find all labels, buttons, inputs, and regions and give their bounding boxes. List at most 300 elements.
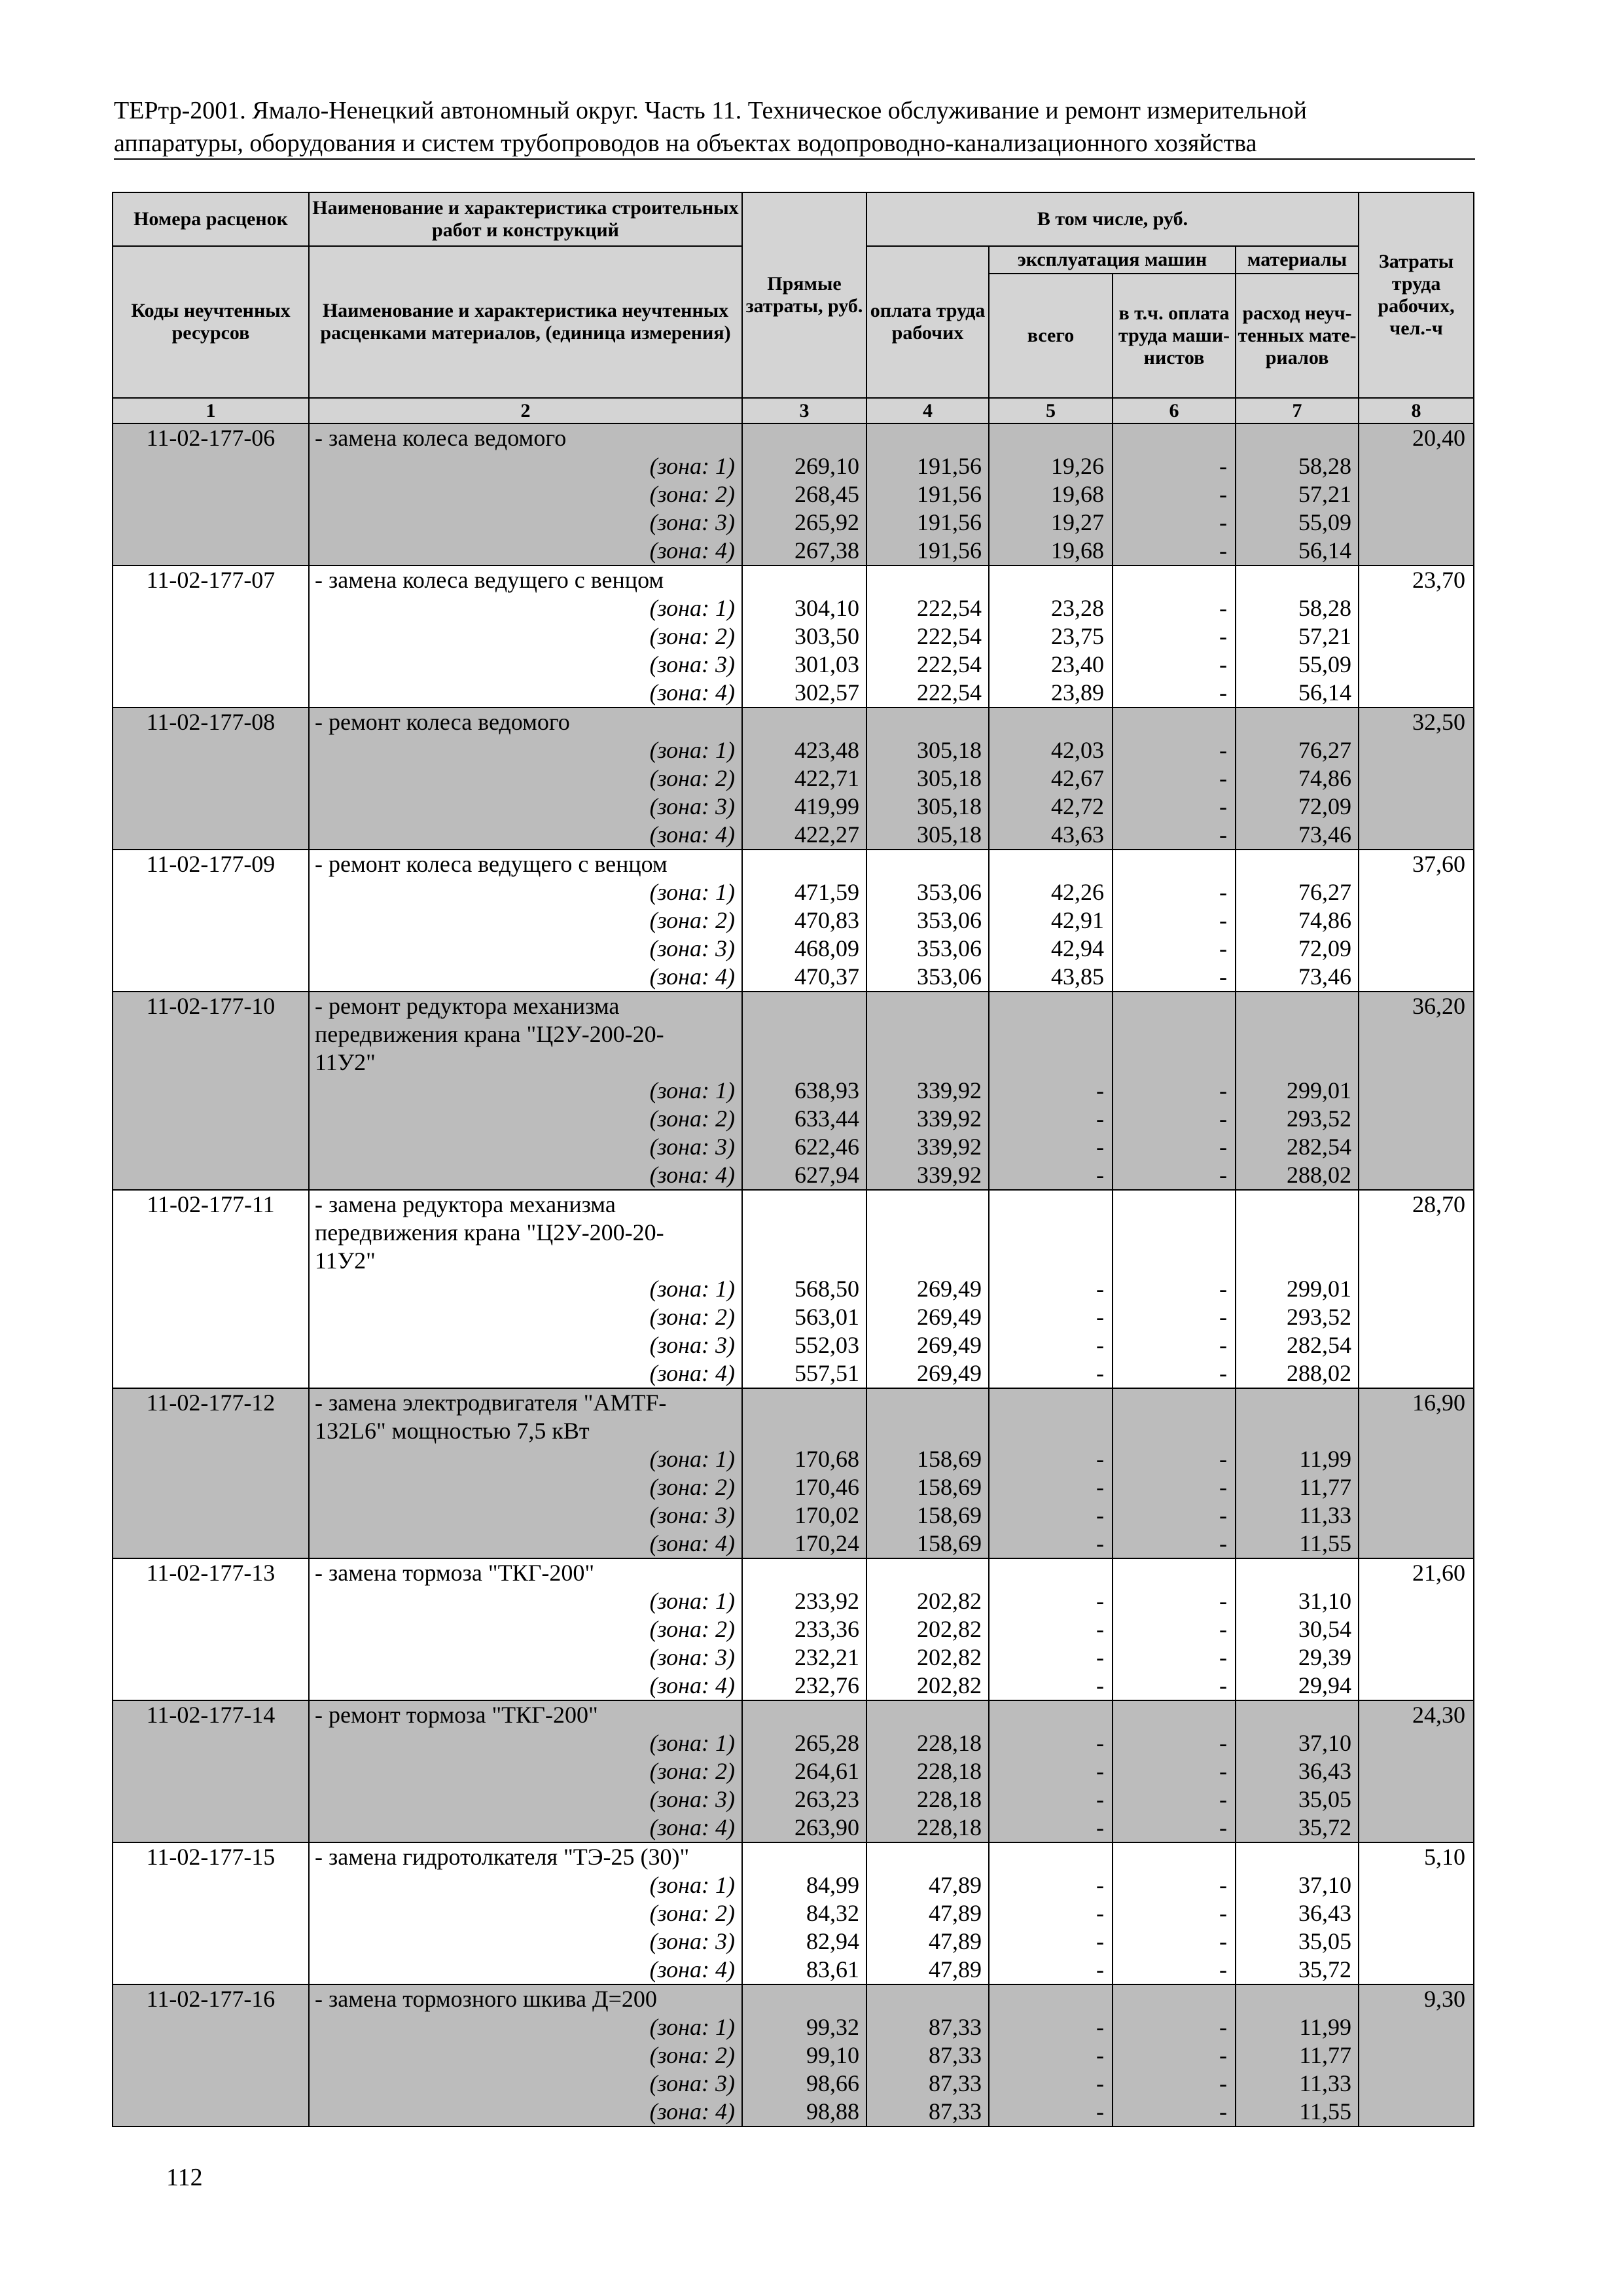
wage-cost bbox=[866, 1190, 989, 1219]
machines-cost bbox=[989, 1247, 1113, 1275]
machinist-wage: - bbox=[1113, 1105, 1236, 1133]
machines-cost: 19,27 bbox=[989, 509, 1113, 537]
wage-cost: 305,18 bbox=[866, 736, 989, 764]
labor-cost bbox=[1359, 1928, 1474, 1956]
machinist-wage: - bbox=[1113, 480, 1236, 509]
direct-cost bbox=[742, 565, 866, 594]
table-row bbox=[113, 1417, 1474, 1445]
labor-cost bbox=[1359, 1417, 1474, 1445]
direct-cost: 470,37 bbox=[742, 963, 866, 992]
rate-code bbox=[113, 2041, 309, 2070]
col-incl-header: В том числе, руб. bbox=[866, 192, 1359, 246]
wage-cost bbox=[866, 708, 989, 736]
wage-cost bbox=[866, 850, 989, 878]
work-name: - ремонт редуктора механизма bbox=[309, 992, 742, 1020]
direct-cost: 267,38 bbox=[742, 537, 866, 565]
machinist-wage: - bbox=[1113, 594, 1236, 622]
zone-label: (зона: 3) bbox=[309, 935, 742, 963]
machines-cost: - bbox=[989, 1899, 1113, 1928]
rate-code bbox=[113, 1049, 309, 1077]
zone-label: (зона: 4) bbox=[309, 821, 742, 850]
direct-cost: 422,27 bbox=[742, 821, 866, 850]
materials-cost bbox=[1236, 708, 1359, 736]
direct-cost: 303,50 bbox=[742, 622, 866, 651]
table-row bbox=[113, 1020, 1474, 1049]
machinist-wage: - bbox=[1113, 793, 1236, 821]
table-row bbox=[113, 1049, 1474, 1077]
machines-cost: 23,40 bbox=[989, 651, 1113, 679]
work-name: - ремонт колеса ведущего с венцом bbox=[309, 850, 742, 878]
machinist-wage: - bbox=[1113, 452, 1236, 480]
machines-cost: 43,85 bbox=[989, 963, 1113, 992]
rate-code: 11-02-177-14 bbox=[113, 1700, 309, 1729]
direct-cost: 422,71 bbox=[742, 764, 866, 793]
materials-cost: 74,86 bbox=[1236, 906, 1359, 935]
zone-label: (зона: 4) bbox=[309, 1161, 742, 1190]
wage-cost: 191,56 bbox=[866, 452, 989, 480]
rate-code bbox=[113, 1615, 309, 1643]
direct-cost: 268,45 bbox=[742, 480, 866, 509]
machinist-wage: - bbox=[1113, 1445, 1236, 1473]
direct-cost bbox=[742, 1700, 866, 1729]
materials-cost: 55,09 bbox=[1236, 509, 1359, 537]
labor-cost: 21,60 bbox=[1359, 1558, 1474, 1587]
labor-cost: 9,30 bbox=[1359, 1984, 1474, 2013]
labor-cost bbox=[1359, 480, 1474, 509]
zone-label: (зона: 3) bbox=[309, 509, 742, 537]
wage-cost: 202,82 bbox=[866, 1615, 989, 1643]
machinist-wage bbox=[1113, 1190, 1236, 1219]
wage-cost bbox=[866, 1984, 989, 2013]
machines-cost: 19,68 bbox=[989, 537, 1113, 565]
rate-code bbox=[113, 1077, 309, 1105]
rate-code bbox=[113, 1359, 309, 1388]
zone-label: (зона: 2) bbox=[309, 764, 742, 793]
wage-cost: 191,56 bbox=[866, 537, 989, 565]
machines-cost: 42,72 bbox=[989, 793, 1113, 821]
machinist-wage: - bbox=[1113, 935, 1236, 963]
rate-code bbox=[113, 1530, 309, 1558]
materials-cost: 37,10 bbox=[1236, 1871, 1359, 1899]
materials-cost bbox=[1236, 1984, 1359, 2013]
rate-code: 11-02-177-11 bbox=[113, 1190, 309, 1219]
table-row bbox=[113, 679, 1474, 708]
materials-cost: 56,14 bbox=[1236, 679, 1359, 708]
wage-cost: 202,82 bbox=[866, 1672, 989, 1700]
rate-code: 11-02-177-15 bbox=[113, 1842, 309, 1871]
machinist-wage: - bbox=[1113, 1359, 1236, 1388]
direct-cost: 263,23 bbox=[742, 1785, 866, 1814]
machines-cost: - bbox=[989, 2070, 1113, 2098]
zone-label: (зона: 4) bbox=[309, 1359, 742, 1388]
direct-cost: 98,88 bbox=[742, 2098, 866, 2126]
zone-label: (зона: 2) bbox=[309, 1105, 742, 1133]
machinist-wage: - bbox=[1113, 1871, 1236, 1899]
machinist-wage: - bbox=[1113, 1501, 1236, 1530]
wage-cost: 305,18 bbox=[866, 793, 989, 821]
machinist-wage: - bbox=[1113, 1303, 1236, 1331]
machinist-wage bbox=[1113, 992, 1236, 1020]
work-name: - замена колеса ведомого bbox=[309, 423, 742, 452]
direct-cost bbox=[742, 850, 866, 878]
machines-cost: - bbox=[989, 1077, 1113, 1105]
page-number: 112 bbox=[166, 2164, 203, 2191]
wage-cost: 353,06 bbox=[866, 963, 989, 992]
table-row bbox=[113, 821, 1474, 850]
direct-cost: 423,48 bbox=[742, 736, 866, 764]
materials-cost: 29,39 bbox=[1236, 1643, 1359, 1672]
machines-cost: - bbox=[989, 1757, 1113, 1785]
labor-cost: 5,10 bbox=[1359, 1842, 1474, 1871]
machinist-wage: - bbox=[1113, 764, 1236, 793]
machines-cost: - bbox=[989, 1105, 1113, 1133]
wage-cost bbox=[866, 1558, 989, 1587]
rate-code bbox=[113, 1956, 309, 1984]
materials-cost: 35,72 bbox=[1236, 1956, 1359, 1984]
table-row bbox=[113, 1359, 1474, 1388]
table-row bbox=[113, 1331, 1474, 1359]
table-row bbox=[113, 1757, 1474, 1785]
wage-cost bbox=[866, 992, 989, 1020]
table-row bbox=[113, 1275, 1474, 1303]
zone-label: (зона: 1) bbox=[309, 1871, 742, 1899]
machinist-wage: - bbox=[1113, 1275, 1236, 1303]
machinist-wage: - bbox=[1113, 1161, 1236, 1190]
table-row bbox=[113, 452, 1474, 480]
machinist-wage bbox=[1113, 423, 1236, 452]
zone-label: (зона: 1) bbox=[309, 2013, 742, 2041]
labor-cost bbox=[1359, 1219, 1474, 1247]
wage-cost: 305,18 bbox=[866, 821, 989, 850]
machinist-wage: - bbox=[1113, 1643, 1236, 1672]
direct-cost: 98,66 bbox=[742, 2070, 866, 2098]
col-codes-header: Номера расценок bbox=[113, 192, 309, 246]
table-row bbox=[113, 1501, 1474, 1530]
rate-code bbox=[113, 1587, 309, 1615]
zone-label: (зона: 4) bbox=[309, 1814, 742, 1842]
wage-cost: 47,89 bbox=[866, 1871, 989, 1899]
materials-cost bbox=[1236, 1558, 1359, 1587]
wage-cost bbox=[866, 1020, 989, 1049]
machines-cost bbox=[989, 708, 1113, 736]
direct-cost: 265,28 bbox=[742, 1729, 866, 1757]
rate-code bbox=[113, 878, 309, 906]
materials-cost: 72,09 bbox=[1236, 935, 1359, 963]
zone-label: (зона: 2) bbox=[309, 1303, 742, 1331]
direct-cost: 627,94 bbox=[742, 1161, 866, 1190]
machinist-wage: - bbox=[1113, 1077, 1236, 1105]
labor-cost bbox=[1359, 736, 1474, 764]
table-row bbox=[113, 850, 1474, 878]
rate-code: 11-02-177-16 bbox=[113, 1984, 309, 2013]
col-materials-unacc-header: расход неуч-тенных мате-риалов bbox=[1236, 274, 1359, 398]
rate-code bbox=[113, 1871, 309, 1899]
zone-label: (зона: 1) bbox=[309, 452, 742, 480]
wage-cost: 202,82 bbox=[866, 1643, 989, 1672]
labor-cost bbox=[1359, 2098, 1474, 2126]
labor-cost bbox=[1359, 1303, 1474, 1331]
rate-code bbox=[113, 1643, 309, 1672]
column-number: 3 bbox=[742, 398, 866, 423]
rate-code bbox=[113, 2070, 309, 2098]
table-row bbox=[113, 1700, 1474, 1729]
machinist-wage: - bbox=[1113, 2098, 1236, 2126]
labor-cost bbox=[1359, 1956, 1474, 1984]
direct-cost: 233,36 bbox=[742, 1615, 866, 1643]
rate-code bbox=[113, 821, 309, 850]
direct-cost bbox=[742, 1247, 866, 1275]
machinist-wage bbox=[1113, 1558, 1236, 1587]
machines-cost: - bbox=[989, 1956, 1113, 1984]
wage-cost: 87,33 bbox=[866, 2041, 989, 2070]
column-number: 4 bbox=[866, 398, 989, 423]
labor-cost bbox=[1359, 1445, 1474, 1473]
zone-label: (зона: 1) bbox=[309, 1077, 742, 1105]
machinist-wage bbox=[1113, 1842, 1236, 1871]
direct-cost: 302,57 bbox=[742, 679, 866, 708]
labor-cost bbox=[1359, 1672, 1474, 1700]
table-row bbox=[113, 935, 1474, 963]
table-row bbox=[113, 1587, 1474, 1615]
materials-cost: 282,54 bbox=[1236, 1331, 1359, 1359]
direct-cost: 471,59 bbox=[742, 878, 866, 906]
machines-cost bbox=[989, 1700, 1113, 1729]
work-name: 132L6" мощностью 7,5 кВт bbox=[309, 1417, 742, 1445]
machines-cost: - bbox=[989, 1133, 1113, 1161]
direct-cost: 84,32 bbox=[742, 1899, 866, 1928]
machinist-wage: - bbox=[1113, 821, 1236, 850]
materials-cost: 299,01 bbox=[1236, 1077, 1359, 1105]
table-row bbox=[113, 565, 1474, 594]
wage-cost: 269,49 bbox=[866, 1359, 989, 1388]
machinist-wage: - bbox=[1113, 651, 1236, 679]
table-row bbox=[113, 1785, 1474, 1814]
machines-cost bbox=[989, 1219, 1113, 1247]
rate-code bbox=[113, 2013, 309, 2041]
machinist-wage: - bbox=[1113, 622, 1236, 651]
machinist-wage bbox=[1113, 1388, 1236, 1417]
zone-label: (зона: 2) bbox=[309, 1615, 742, 1643]
rate-code bbox=[113, 622, 309, 651]
direct-cost bbox=[742, 708, 866, 736]
machines-cost: - bbox=[989, 1359, 1113, 1388]
materials-cost: 288,02 bbox=[1236, 1359, 1359, 1388]
direct-cost: 99,32 bbox=[742, 2013, 866, 2041]
labor-cost bbox=[1359, 651, 1474, 679]
wage-cost: 353,06 bbox=[866, 906, 989, 935]
direct-cost bbox=[742, 1020, 866, 1049]
machines-cost: - bbox=[989, 2013, 1113, 2041]
zone-label: (зона: 3) bbox=[309, 1331, 742, 1359]
rate-code bbox=[113, 1729, 309, 1757]
table-row bbox=[113, 1672, 1474, 1700]
machines-cost: - bbox=[989, 1587, 1113, 1615]
machines-cost: - bbox=[989, 1161, 1113, 1190]
zone-label: (зона: 2) bbox=[309, 622, 742, 651]
materials-cost: 58,28 bbox=[1236, 594, 1359, 622]
machinist-wage bbox=[1113, 708, 1236, 736]
column-number: 1 bbox=[113, 398, 309, 423]
materials-cost: 74,86 bbox=[1236, 764, 1359, 793]
wage-cost: 353,06 bbox=[866, 935, 989, 963]
zone-label: (зона: 1) bbox=[309, 1445, 742, 1473]
direct-cost: 170,68 bbox=[742, 1445, 866, 1473]
materials-cost bbox=[1236, 1247, 1359, 1275]
machines-cost: - bbox=[989, 1785, 1113, 1814]
rate-code: 11-02-177-10 bbox=[113, 992, 309, 1020]
labor-cost bbox=[1359, 1161, 1474, 1190]
materials-cost: 11,33 bbox=[1236, 2070, 1359, 2098]
rate-code bbox=[113, 963, 309, 992]
machines-cost: - bbox=[989, 1530, 1113, 1558]
machines-cost bbox=[989, 1984, 1113, 2013]
labor-cost bbox=[1359, 537, 1474, 565]
materials-cost: 293,52 bbox=[1236, 1303, 1359, 1331]
materials-cost: 73,46 bbox=[1236, 963, 1359, 992]
col-names2-header: Наименование и характеристика неучтенных расценками материалов, (единица измерения) bbox=[309, 246, 742, 398]
materials-cost: 11,77 bbox=[1236, 2041, 1359, 2070]
wage-cost: 269,49 bbox=[866, 1331, 989, 1359]
wage-cost bbox=[866, 1388, 989, 1417]
materials-cost: 11,99 bbox=[1236, 1445, 1359, 1473]
table-row bbox=[113, 906, 1474, 935]
zone-label: (зона: 3) bbox=[309, 793, 742, 821]
rate-code bbox=[113, 736, 309, 764]
wage-cost: 191,56 bbox=[866, 480, 989, 509]
labor-cost bbox=[1359, 1615, 1474, 1643]
machinist-wage: - bbox=[1113, 1956, 1236, 1984]
machines-cost bbox=[989, 1388, 1113, 1417]
table-row bbox=[113, 1133, 1474, 1161]
wage-cost: 47,89 bbox=[866, 1928, 989, 1956]
rate-code: 11-02-177-06 bbox=[113, 423, 309, 452]
table-header bbox=[113, 192, 1474, 423]
rate-code bbox=[113, 651, 309, 679]
materials-cost: 36,43 bbox=[1236, 1899, 1359, 1928]
materials-cost: 30,54 bbox=[1236, 1615, 1359, 1643]
labor-cost bbox=[1359, 1530, 1474, 1558]
table-row bbox=[113, 509, 1474, 537]
labor-cost bbox=[1359, 1020, 1474, 1049]
direct-cost: 99,10 bbox=[742, 2041, 866, 2070]
machinist-wage bbox=[1113, 1984, 1236, 2013]
zone-label: (зона: 2) bbox=[309, 1473, 742, 1501]
labor-cost bbox=[1359, 1105, 1474, 1133]
machinist-wage: - bbox=[1113, 878, 1236, 906]
wage-cost bbox=[866, 1700, 989, 1729]
rate-code bbox=[113, 1473, 309, 1501]
col-names-header: Наименование и характеристика строительных работ и конструкций bbox=[309, 192, 742, 246]
zone-label: (зона: 3) bbox=[309, 1643, 742, 1672]
materials-cost bbox=[1236, 992, 1359, 1020]
machinist-wage: - bbox=[1113, 679, 1236, 708]
labor-cost bbox=[1359, 1729, 1474, 1757]
table-row bbox=[113, 2013, 1474, 2041]
materials-cost: 73,46 bbox=[1236, 821, 1359, 850]
document-header bbox=[114, 94, 1475, 160]
materials-cost: 36,43 bbox=[1236, 1757, 1359, 1785]
machines-cost: - bbox=[989, 2041, 1113, 2070]
machinist-wage: - bbox=[1113, 2041, 1236, 2070]
machinist-wage bbox=[1113, 1247, 1236, 1275]
work-name: 11У2" bbox=[309, 1247, 742, 1275]
header-rule bbox=[114, 158, 1475, 160]
materials-cost: 11,55 bbox=[1236, 1530, 1359, 1558]
materials-cost: 293,52 bbox=[1236, 1105, 1359, 1133]
direct-cost: 419,99 bbox=[742, 793, 866, 821]
labor-cost bbox=[1359, 1331, 1474, 1359]
materials-cost bbox=[1236, 1388, 1359, 1417]
wage-cost: 228,18 bbox=[866, 1814, 989, 1842]
direct-cost: 563,01 bbox=[742, 1303, 866, 1331]
zone-label: (зона: 3) bbox=[309, 1133, 742, 1161]
wage-cost: 305,18 bbox=[866, 764, 989, 793]
direct-cost: 263,90 bbox=[742, 1814, 866, 1842]
rate-code bbox=[113, 1417, 309, 1445]
table-row bbox=[113, 992, 1474, 1020]
machines-cost bbox=[989, 1190, 1113, 1219]
rate-code bbox=[113, 1814, 309, 1842]
table-body bbox=[113, 423, 1474, 2126]
table-row bbox=[113, 1161, 1474, 1190]
zone-label: (зона: 3) bbox=[309, 1501, 742, 1530]
table-row bbox=[113, 1303, 1474, 1331]
table-row bbox=[113, 1105, 1474, 1133]
materials-cost: 11,77 bbox=[1236, 1473, 1359, 1501]
machinist-wage bbox=[1113, 1219, 1236, 1247]
direct-cost: 265,92 bbox=[742, 509, 866, 537]
machines-cost bbox=[989, 423, 1113, 452]
rate-code bbox=[113, 1785, 309, 1814]
direct-cost bbox=[742, 1842, 866, 1871]
machines-cost: - bbox=[989, 2098, 1113, 2126]
machines-cost: 23,89 bbox=[989, 679, 1113, 708]
rate-code: 11-02-177-07 bbox=[113, 565, 309, 594]
rate-code bbox=[113, 1331, 309, 1359]
zone-label: (зона: 4) bbox=[309, 537, 742, 565]
labor-cost bbox=[1359, 452, 1474, 480]
table-row bbox=[113, 622, 1474, 651]
machines-cost: 42,26 bbox=[989, 878, 1113, 906]
zone-label: (зона: 3) bbox=[309, 1928, 742, 1956]
header-line-1: ТЕРтр-2001. Ямало-Ненецкий автономный округ. Часть 11. Техническое обслуживание и ремонт измерительной bbox=[114, 97, 1307, 124]
labor-cost: 28,70 bbox=[1359, 1190, 1474, 1219]
machines-cost: 23,28 bbox=[989, 594, 1113, 622]
wage-cost: 339,92 bbox=[866, 1133, 989, 1161]
wage-cost: 222,54 bbox=[866, 651, 989, 679]
header-line-2: аппаратуры, оборудования и систем трубопроводов на объектах водопроводно-канализационного хозяйства bbox=[114, 130, 1257, 157]
wage-cost: 353,06 bbox=[866, 878, 989, 906]
labor-cost bbox=[1359, 1359, 1474, 1388]
direct-cost: 301,03 bbox=[742, 651, 866, 679]
rate-code bbox=[113, 1672, 309, 1700]
machines-cost: 19,68 bbox=[989, 480, 1113, 509]
zone-label: (зона: 2) bbox=[309, 480, 742, 509]
table-row bbox=[113, 1814, 1474, 1842]
machines-cost: - bbox=[989, 1615, 1113, 1643]
machinist-wage: - bbox=[1113, 906, 1236, 935]
column-number: 6 bbox=[1113, 398, 1236, 423]
zone-label: (зона: 2) bbox=[309, 1899, 742, 1928]
rate-code bbox=[113, 1303, 309, 1331]
table-row bbox=[113, 708, 1474, 736]
materials-cost: 56,14 bbox=[1236, 537, 1359, 565]
labor-cost bbox=[1359, 509, 1474, 537]
machines-cost bbox=[989, 1049, 1113, 1077]
machines-cost: - bbox=[989, 1303, 1113, 1331]
rate-code: 11-02-177-09 bbox=[113, 850, 309, 878]
machines-cost bbox=[989, 1020, 1113, 1049]
